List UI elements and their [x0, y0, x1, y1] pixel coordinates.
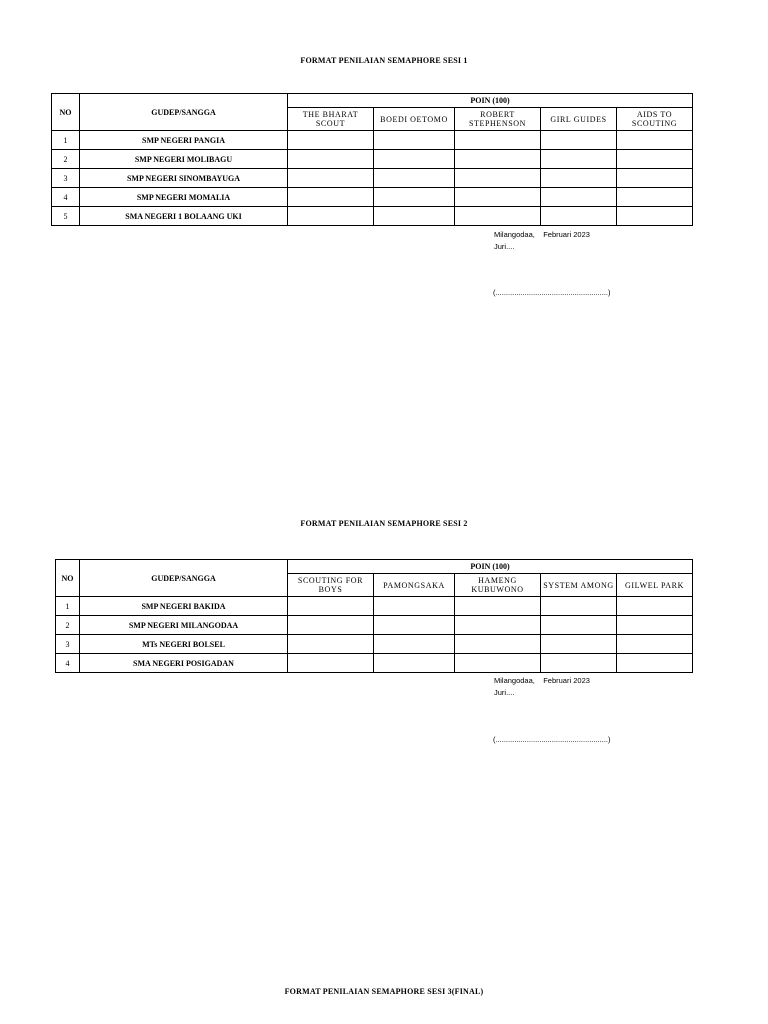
score-cell[interactable] — [617, 169, 693, 188]
score-cell[interactable] — [541, 616, 617, 635]
header-no: NO — [52, 94, 80, 131]
category-header: ROBERT STEPHENSON — [455, 108, 541, 131]
row-number: 3 — [56, 635, 80, 654]
score-cell[interactable] — [617, 150, 693, 169]
score-cell[interactable] — [455, 635, 541, 654]
table-row — [56, 635, 693, 654]
signature-judge: Juri.... — [494, 242, 515, 251]
table-row — [52, 169, 693, 188]
signature-judge: Juri.... — [494, 688, 515, 697]
score-cell[interactable] — [288, 597, 374, 616]
row-gudep-name: SMA NEGERI POSIGADAN — [80, 654, 288, 673]
score-cell[interactable] — [541, 150, 617, 169]
category-header: GIRL GUIDES — [541, 108, 617, 131]
score-cell[interactable] — [455, 169, 541, 188]
session-2-score-table — [55, 559, 693, 673]
session-1-signature-line: (......................................................) — [493, 288, 611, 297]
score-cell[interactable] — [455, 654, 541, 673]
score-cell[interactable] — [541, 169, 617, 188]
signature-place: Milangodaa, — [494, 230, 535, 239]
session-1-score-table — [51, 93, 693, 226]
score-cell[interactable] — [617, 635, 693, 654]
row-gudep-name: SMP NEGERI MOMALIA — [80, 188, 288, 207]
score-cell[interactable] — [617, 616, 693, 635]
category-header: SCOUTING FOR BOYS — [288, 574, 374, 597]
header-no: NO — [56, 560, 80, 597]
score-cell[interactable] — [541, 207, 617, 226]
row-gudep-name: SMP NEGERI BAKIDA — [80, 597, 288, 616]
row-number: 5 — [52, 207, 80, 226]
row-gudep-name: MTs NEGERI BOLSEL — [80, 635, 288, 654]
score-cell[interactable] — [541, 188, 617, 207]
score-cell[interactable] — [374, 188, 455, 207]
row-number: 2 — [56, 616, 80, 635]
score-cell[interactable] — [541, 131, 617, 150]
row-gudep-name: SMP NEGERI SINOMBAYUGA — [80, 169, 288, 188]
row-number: 3 — [52, 169, 80, 188]
score-cell[interactable] — [288, 188, 374, 207]
score-cell[interactable] — [288, 616, 374, 635]
score-cell[interactable] — [455, 616, 541, 635]
score-cell[interactable] — [541, 597, 617, 616]
table-row — [56, 597, 693, 616]
category-header: BOEDI OETOMO — [374, 108, 455, 131]
score-cell[interactable] — [288, 131, 374, 150]
table-row — [52, 207, 693, 226]
score-cell[interactable] — [374, 131, 455, 150]
score-cell[interactable] — [374, 616, 455, 635]
row-number: 1 — [56, 597, 80, 616]
score-cell[interactable] — [374, 207, 455, 226]
row-number: 4 — [56, 654, 80, 673]
session-1-signature-block — [494, 229, 590, 253]
category-header: HAMENG KUBUWONO — [455, 574, 541, 597]
score-cell[interactable] — [617, 131, 693, 150]
table-row — [56, 654, 693, 673]
row-gudep-name: SMP NEGERI PANGIA — [80, 131, 288, 150]
row-gudep-name: SMA NEGERI 1 BOLAANG UKI — [80, 207, 288, 226]
row-gudep-name: SMP NEGERI MILANGODAA — [80, 616, 288, 635]
table-row — [56, 616, 693, 635]
score-cell[interactable] — [374, 597, 455, 616]
score-cell[interactable] — [455, 150, 541, 169]
category-header: PAMONGSAKA — [374, 574, 455, 597]
score-cell[interactable] — [617, 188, 693, 207]
session-2-signature-line: (......................................................) — [493, 735, 611, 744]
table-row — [52, 131, 693, 150]
score-cell[interactable] — [617, 597, 693, 616]
signature-date: Februari 2023 — [543, 676, 590, 685]
header-gudep: GUDEP/SANGGA — [80, 94, 288, 131]
signature-date: Februari 2023 — [543, 230, 590, 239]
score-cell[interactable] — [455, 597, 541, 616]
score-cell[interactable] — [288, 169, 374, 188]
row-gudep-name: SMP NEGERI MOLIBAGU — [80, 150, 288, 169]
header-poin: POIN (100) — [288, 94, 693, 108]
score-cell[interactable] — [455, 207, 541, 226]
score-cell[interactable] — [617, 654, 693, 673]
session-1-title: FORMAT PENILAIAN SEMAPHORE SESI 1 — [300, 56, 468, 65]
category-header: SYSTEM AMONG — [541, 574, 617, 597]
row-number: 2 — [52, 150, 80, 169]
row-number: 1 — [52, 131, 80, 150]
score-cell[interactable] — [288, 207, 374, 226]
header-gudep: GUDEP/SANGGA — [80, 560, 288, 597]
score-cell[interactable] — [288, 654, 374, 673]
score-cell[interactable] — [374, 654, 455, 673]
score-cell[interactable] — [288, 150, 374, 169]
session-2-signature-block — [494, 675, 590, 699]
row-number: 4 — [52, 188, 80, 207]
score-cell[interactable] — [455, 131, 541, 150]
session-3-title: FORMAT PENILAIAN SEMAPHORE SESI 3(FINAL) — [284, 987, 484, 996]
score-cell[interactable] — [617, 207, 693, 226]
score-cell[interactable] — [374, 150, 455, 169]
session-2-title: FORMAT PENILAIAN SEMAPHORE SESI 2 — [300, 519, 468, 528]
score-cell[interactable] — [288, 635, 374, 654]
category-header: GILWEL PARK — [617, 574, 693, 597]
score-cell[interactable] — [541, 635, 617, 654]
score-cell[interactable] — [374, 169, 455, 188]
score-cell[interactable] — [374, 635, 455, 654]
table-row — [52, 150, 693, 169]
signature-place: Milangodaa, — [494, 676, 535, 685]
category-header: THE BHARAT SCOUT — [288, 108, 374, 131]
table-row — [52, 188, 693, 207]
score-cell[interactable] — [541, 654, 617, 673]
category-header: AIDS TO SCOUTING — [617, 108, 693, 131]
score-cell[interactable] — [455, 188, 541, 207]
header-poin: POIN (100) — [288, 560, 693, 574]
